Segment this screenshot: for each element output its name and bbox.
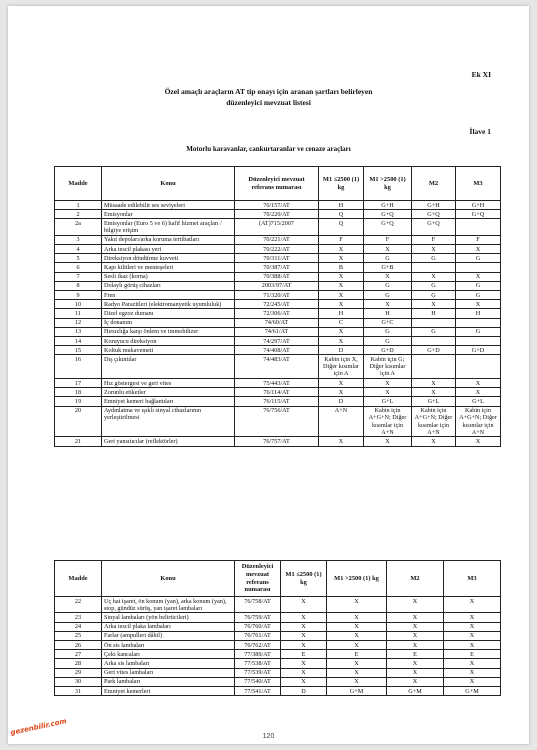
cell-konu: Dış çıkıntılar <box>102 355 235 379</box>
cell-m2: X <box>412 272 456 281</box>
cell-m3: X <box>444 668 501 677</box>
cell-ref: 75/443/AT <box>235 379 319 388</box>
document-page <box>8 6 529 744</box>
cell-m1b: Kabin için A+G+N; Diğer kısımlar için A+N <box>364 406 412 437</box>
table-row <box>55 210 501 219</box>
cell-m2 <box>412 263 456 272</box>
cell-madde: 2 <box>55 210 102 219</box>
cell-m3: G <box>456 254 501 263</box>
cell-m1b: X <box>327 622 387 631</box>
cell-m1b: X <box>364 379 412 388</box>
table-row <box>55 327 501 336</box>
cell-m3: H <box>456 309 501 318</box>
cell-madde: 17 <box>55 379 102 388</box>
annex-label: Ek XI <box>471 70 491 79</box>
table-row <box>55 397 501 406</box>
cell-ref: 74/408/AT <box>235 346 319 355</box>
cell-madde: 19 <box>55 397 102 406</box>
cell-m1a: F <box>319 235 364 244</box>
cell-madde: 16 <box>55 355 102 379</box>
cell-konu: Aydınlatma ve ışıklı sinyal cihazlarının yerleştirilmesi <box>102 406 235 437</box>
table-row <box>55 254 501 263</box>
table-row <box>55 245 501 254</box>
cell-konu: Hız göstergesi ve geri vites <box>102 379 235 388</box>
cell-ref: 74/60/AT <box>235 318 319 327</box>
cell-m2: X <box>387 631 444 640</box>
title-line-2: düzenleyici mevzuat listesi <box>226 98 311 107</box>
table-row <box>55 677 501 686</box>
cell-m2: X <box>387 677 444 686</box>
table-row <box>55 631 501 640</box>
cell-m2: X <box>387 613 444 622</box>
cell-konu: Arka tescil plaka lambaları <box>102 622 235 631</box>
cell-m3 <box>456 263 501 272</box>
section-subtitle: Motorlu karavanlar, cankurtaranlar ve cenaze araçları <box>186 145 351 153</box>
cell-madde: 12 <box>55 318 102 327</box>
cell-konu: Direksiyon döndürme kuvveti <box>102 254 235 263</box>
cell-konu: Hırsızlığa karşı önlem ve immobilizer <box>102 327 235 336</box>
cell-konu: Uç hat işaret, ön konum (yan), arka konum (yan), stop, gündüz sürüş, yan işaret lambaları <box>102 597 235 613</box>
cell-ref: 76/114/AT <box>235 388 319 397</box>
cell-konu: Emisyonlar <box>102 210 235 219</box>
header-m2: M2 <box>412 167 456 201</box>
cell-m1b: G+L <box>364 397 412 406</box>
cell-ref: 70/222/AT <box>235 245 319 254</box>
cell-m1a: B <box>319 263 364 272</box>
cell-m1a: A+N <box>319 406 364 437</box>
cell-madde: 2a <box>55 219 102 235</box>
cell-konu: Zorunlu etiketler <box>102 388 235 397</box>
cell-m3: X <box>456 379 501 388</box>
table-row <box>55 641 501 650</box>
cell-m3: X <box>444 659 501 668</box>
cell-madde: 31 <box>55 687 102 696</box>
cell-m2: G+Q <box>412 219 456 235</box>
cell-m3 <box>456 219 501 235</box>
cell-m1b: X <box>364 272 412 281</box>
cell-m3: X <box>444 631 501 640</box>
cell-m1b: X <box>327 641 387 650</box>
cell-madde: 13 <box>55 327 102 336</box>
cell-m1a: X <box>281 631 327 640</box>
cell-m3: X <box>456 437 501 446</box>
cell-m1a: X <box>319 245 364 254</box>
cell-m1b: G+B <box>364 263 412 272</box>
document-title <box>8 86 529 108</box>
header-m1-le-2500: M1 ≤2500 (1) kg <box>319 167 364 201</box>
table-row <box>55 622 501 631</box>
cell-m3: G+Q <box>456 210 501 219</box>
cell-m2: E <box>387 650 444 659</box>
cell-ref: 76/758/AT <box>235 597 281 613</box>
cell-madde: 1 <box>55 201 102 210</box>
cell-m3: F <box>456 235 501 244</box>
cell-madde: 4 <box>55 245 102 254</box>
cell-m1a: X <box>319 254 364 263</box>
cell-ref: 77/538/AT <box>235 659 281 668</box>
cell-ref: 76/760/AT <box>235 622 281 631</box>
cell-m3: X <box>444 597 501 613</box>
cell-m1a: X <box>319 437 364 446</box>
header-ref: Düzenleyici mevzuat referans numarası <box>235 167 319 201</box>
cell-m2: X <box>412 437 456 446</box>
cell-m1b: G+C <box>364 318 412 327</box>
cell-m1b: X <box>364 300 412 309</box>
cell-m1b: X <box>364 437 412 446</box>
regulation-table-2 <box>54 560 501 696</box>
table-row <box>55 337 501 346</box>
cell-m3: G <box>456 291 501 300</box>
cell-m2: G+H <box>412 201 456 210</box>
header-ref: Düzenleyici mevzuat referans numarası <box>235 561 281 597</box>
cell-m1b: G <box>364 281 412 290</box>
cell-ref: 70/387/AT <box>235 263 319 272</box>
table-row <box>55 437 501 446</box>
appendix-label: İlave 1 <box>469 127 491 136</box>
page-number: 120 <box>262 733 275 740</box>
table-row <box>55 291 501 300</box>
cell-madde: 23 <box>55 613 102 622</box>
table-row <box>55 346 501 355</box>
cell-m1b: X <box>327 597 387 613</box>
cell-m1b: X <box>327 677 387 686</box>
cell-m1b: G+Q <box>364 210 412 219</box>
cell-ref: (AT)715/2007 <box>235 219 319 235</box>
cell-ref: 71/320/AT <box>235 291 319 300</box>
cell-m3: X <box>444 641 501 650</box>
cell-madde: 21 <box>55 437 102 446</box>
cell-ref: 70/388/AT <box>235 272 319 281</box>
table-row <box>55 272 501 281</box>
cell-m1b: E <box>327 650 387 659</box>
cell-ref: 70/221/AT <box>235 235 319 244</box>
cell-m1a: X <box>319 291 364 300</box>
cell-m1a: X <box>281 641 327 650</box>
cell-madde: 22 <box>55 597 102 613</box>
header-madde: Madde <box>55 561 102 597</box>
cell-m1b: Kabin için G; Diğer kısımlar için A <box>364 355 412 379</box>
cell-konu: İç donanım <box>102 318 235 327</box>
header-m1-gt-2500: M1 >2500 (1) kg <box>364 167 412 201</box>
header-m3: M3 <box>444 561 501 597</box>
cell-konu: Ön sis lambaları <box>102 641 235 650</box>
cell-konu: Koruyucu direksiyon <box>102 337 235 346</box>
cell-m1b: X <box>364 245 412 254</box>
table-row <box>55 300 501 309</box>
cell-m1a: Kabin için X, Diğer kısımlar için A <box>319 355 364 379</box>
cell-konu: Arka sis lambaları <box>102 659 235 668</box>
cell-m1a: X <box>319 337 364 346</box>
cell-m2 <box>412 337 456 346</box>
cell-konu: Emniyet kemerleri <box>102 687 235 696</box>
cell-m1b: G+Q <box>364 219 412 235</box>
cell-m1a: X <box>281 613 327 622</box>
cell-m3: G+M <box>444 687 501 696</box>
table-row <box>55 406 501 437</box>
header-konu: Konu <box>102 561 235 597</box>
cell-madde: 6 <box>55 263 102 272</box>
cell-madde: 5 <box>55 254 102 263</box>
cell-m3 <box>456 337 501 346</box>
cell-m2: H <box>412 309 456 318</box>
header-konu: Konu <box>102 167 235 201</box>
cell-konu: Park lambaları <box>102 677 235 686</box>
cell-m2: Kabin için A+G+N; Diğer kısımlar için A+N <box>412 406 456 437</box>
cell-ref: 70/220/AT <box>235 210 319 219</box>
cell-madde: 11 <box>55 309 102 318</box>
watermark: gezenbilir.com <box>9 717 68 737</box>
header-m2: M2 <box>387 561 444 597</box>
cell-m2: X <box>387 622 444 631</box>
cell-m2: G <box>412 291 456 300</box>
cell-konu: Geri vites lambaları <box>102 668 235 677</box>
cell-m2: X <box>387 597 444 613</box>
cell-m2: X <box>387 659 444 668</box>
table-1-body <box>55 201 501 447</box>
header-m1-le-2500: M1 ≤2500 (1) kg <box>281 561 327 597</box>
cell-m1a: D <box>319 346 364 355</box>
cell-m1b: G+M <box>327 687 387 696</box>
cell-ref: 70/311/AT <box>235 254 319 263</box>
table-row <box>55 668 501 677</box>
cell-m1a: Q <box>319 219 364 235</box>
cell-m1b: X <box>327 631 387 640</box>
cell-ref: 77/539/AT <box>235 668 281 677</box>
cell-ref: 74/61/AT <box>235 327 319 336</box>
table-row <box>55 355 501 379</box>
cell-madde: 26 <box>55 641 102 650</box>
cell-konu: Geri yansıtıcılar (reflektörler) <box>102 437 235 446</box>
cell-m1b: G+D <box>364 346 412 355</box>
cell-konu: Radyo Parazitleri (elektromanyetik uyumluluk) <box>102 300 235 309</box>
cell-konu: Müsaade edilebilir ses seviyeleri <box>102 201 235 210</box>
cell-konu: Sinyal lambaları (yön belirticileri) <box>102 613 235 622</box>
cell-ref: 76/762/AT <box>235 641 281 650</box>
cell-m1b: H <box>364 309 412 318</box>
cell-m1b: X <box>364 388 412 397</box>
table-row <box>55 379 501 388</box>
cell-m3: G+L <box>456 397 501 406</box>
cell-madde: 24 <box>55 622 102 631</box>
cell-m1a: E <box>281 650 327 659</box>
cell-madde: 29 <box>55 668 102 677</box>
cell-madde: 8 <box>55 281 102 290</box>
cell-m1a: X <box>319 300 364 309</box>
cell-m3: X <box>456 272 501 281</box>
cell-konu: Kapı kilitleri ve menteşeleri <box>102 263 235 272</box>
table-row <box>55 650 501 659</box>
cell-m1b: X <box>327 613 387 622</box>
cell-ref: 70/157/AT <box>235 201 319 210</box>
cell-m2: X <box>412 388 456 397</box>
cell-ref: 76/759/AT <box>235 613 281 622</box>
header-madde: Madde <box>55 167 102 201</box>
cell-m3 <box>456 318 501 327</box>
cell-konu: Dizel egzoz dumanı <box>102 309 235 318</box>
cell-konu: Fren <box>102 291 235 300</box>
cell-ref: 77/389/AT <box>235 650 281 659</box>
cell-m2: G+M <box>387 687 444 696</box>
cell-m2: G <box>412 281 456 290</box>
table-row <box>55 659 501 668</box>
cell-ref: 76/761/AT <box>235 631 281 640</box>
table-row <box>55 613 501 622</box>
cell-madde: 18 <box>55 388 102 397</box>
table-row <box>55 687 501 696</box>
cell-ref: 72/245/AT <box>235 300 319 309</box>
table-row <box>55 281 501 290</box>
cell-m2: G+D <box>412 346 456 355</box>
cell-m3: G+D <box>456 346 501 355</box>
table-row <box>55 597 501 613</box>
cell-m2: G <box>412 327 456 336</box>
cell-m1a: X <box>281 677 327 686</box>
title-line-1: Özel amaçlı araçların AT tip onayı için aranan şartları belirleyen <box>164 87 373 96</box>
table-row <box>55 263 501 272</box>
cell-madde: 30 <box>55 677 102 686</box>
cell-m3: X <box>444 613 501 622</box>
cell-m1a: X <box>281 659 327 668</box>
cell-m2: G+L <box>412 397 456 406</box>
table-row <box>55 309 501 318</box>
cell-m1b: F <box>364 235 412 244</box>
cell-konu: Sesli ikaz (korna) <box>102 272 235 281</box>
cell-m1b: G <box>364 291 412 300</box>
cell-ref: 77/541/AT <box>235 687 281 696</box>
cell-madde: 15 <box>55 346 102 355</box>
cell-m1b: G <box>364 254 412 263</box>
cell-m1a: C <box>319 318 364 327</box>
cell-ref: 76/757/AT <box>235 437 319 446</box>
cell-m1a: H <box>319 201 364 210</box>
cell-m3: E <box>444 650 501 659</box>
cell-m1a: X <box>319 379 364 388</box>
cell-m1a: H <box>319 309 364 318</box>
cell-m1a: D <box>319 397 364 406</box>
cell-m1b: X <box>327 659 387 668</box>
cell-m1a: X <box>319 327 364 336</box>
cell-m1b: G <box>364 327 412 336</box>
cell-konu: Arka tescil plakası yeri <box>102 245 235 254</box>
cell-madde: 28 <box>55 659 102 668</box>
header-m3: M3 <box>456 167 501 201</box>
cell-madde: 14 <box>55 337 102 346</box>
cell-m2: X <box>412 245 456 254</box>
cell-m2: F <box>412 235 456 244</box>
cell-m3: Kabin için A+G+N; Diğer kısımlar için A+N <box>456 406 501 437</box>
cell-m2: X <box>387 641 444 650</box>
cell-konu: Yakıt depoları/arka koruma tertibatları <box>102 235 235 244</box>
cell-madde: 7 <box>55 272 102 281</box>
cell-m1a: X <box>319 272 364 281</box>
cell-ref: 76/115/AT <box>235 397 319 406</box>
cell-m3: G <box>456 281 501 290</box>
cell-m2: G <box>412 254 456 263</box>
table-row <box>55 235 501 244</box>
cell-madde: 9 <box>55 291 102 300</box>
regulation-table-1 <box>54 166 501 447</box>
cell-m3: X <box>444 622 501 631</box>
cell-madde: 10 <box>55 300 102 309</box>
cell-konu: Dolaylı görüş cihazları <box>102 281 235 290</box>
cell-konu: Koltuk mukavemeti <box>102 346 235 355</box>
cell-m2 <box>412 355 456 379</box>
cell-madde: 25 <box>55 631 102 640</box>
cell-m1a: X <box>281 668 327 677</box>
cell-konu: Farlar (ampulleri dâhil) <box>102 631 235 640</box>
cell-ref: 74/483/AT <box>235 355 319 379</box>
cell-m3: X <box>444 677 501 686</box>
cell-m1a: X <box>319 388 364 397</box>
cell-konu: Çeki kancaları <box>102 650 235 659</box>
cell-m3: G+H <box>456 201 501 210</box>
cell-m1b: X <box>327 668 387 677</box>
cell-m1a: X <box>319 281 364 290</box>
cell-m2 <box>412 318 456 327</box>
cell-madde: 3 <box>55 235 102 244</box>
cell-ref: 76/756/AT <box>235 406 319 437</box>
cell-m3: X <box>456 300 501 309</box>
cell-ref: 72/306/AT <box>235 309 319 318</box>
table-2-body <box>55 597 501 696</box>
cell-m2: G+Q <box>412 210 456 219</box>
cell-m1b: G+H <box>364 201 412 210</box>
cell-m1a: X <box>281 597 327 613</box>
cell-m1b: G <box>364 337 412 346</box>
cell-konu: Emisyonlar (Euro 5 ve 6) hafif hizmet araçları / bilgiye erişim <box>102 219 235 235</box>
cell-m3 <box>456 355 501 379</box>
cell-m1a: Q <box>319 210 364 219</box>
cell-ref: 77/540/AT <box>235 677 281 686</box>
cell-m3: X <box>456 245 501 254</box>
cell-ref: 2003/97/AT <box>235 281 319 290</box>
table-row <box>55 388 501 397</box>
header-m1-gt-2500: M1 >2500 (1) kg <box>327 561 387 597</box>
cell-m3: G <box>456 327 501 336</box>
table-row <box>55 318 501 327</box>
cell-m3: X <box>456 388 501 397</box>
cell-ref: 74/297/AT <box>235 337 319 346</box>
cell-m1a: X <box>281 622 327 631</box>
cell-m1a: D <box>281 687 327 696</box>
cell-madde: 27 <box>55 650 102 659</box>
cell-m2: X <box>412 379 456 388</box>
table-row <box>55 201 501 210</box>
cell-konu: Emniyet kemeri bağlantıları <box>102 397 235 406</box>
cell-m2: X <box>412 300 456 309</box>
cell-m2: X <box>387 668 444 677</box>
table-row <box>55 219 501 235</box>
cell-madde: 20 <box>55 406 102 437</box>
